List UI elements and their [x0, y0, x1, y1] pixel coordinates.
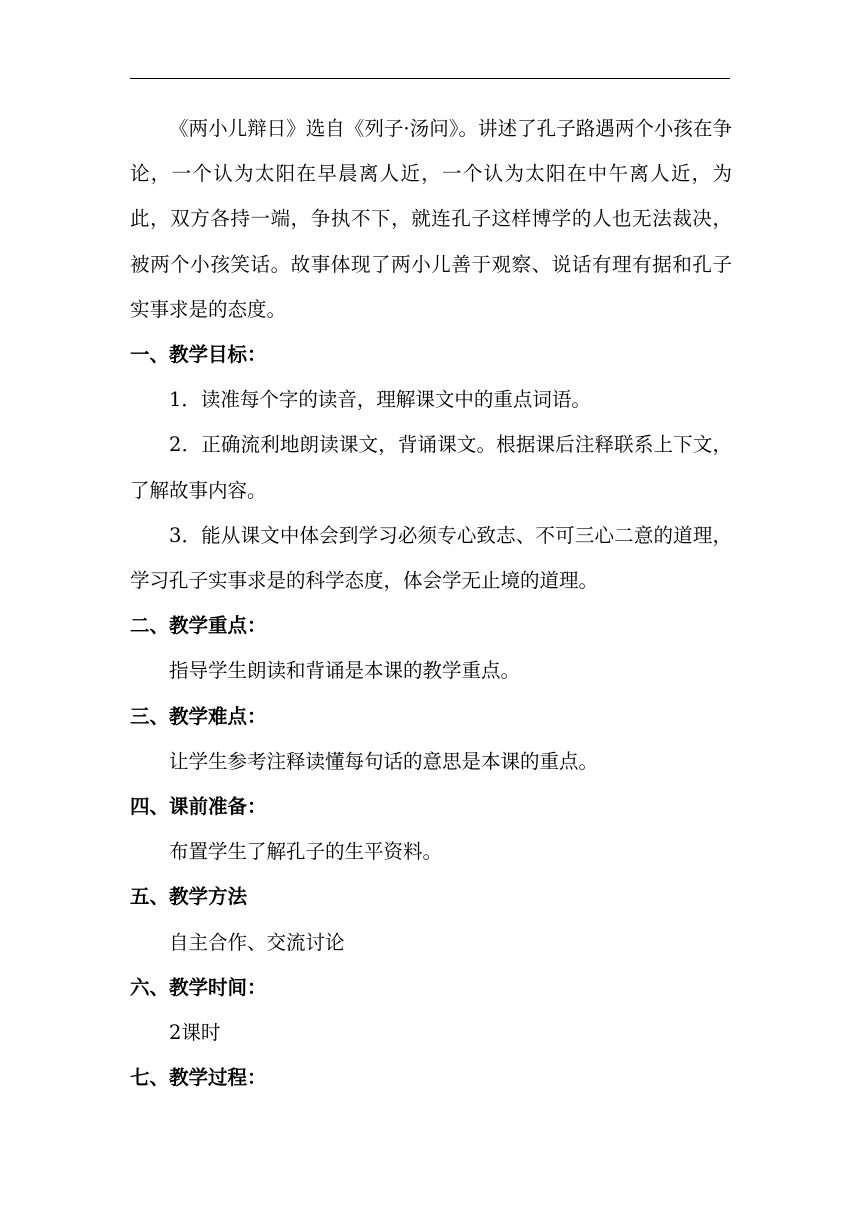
objective-item-2: 2．正确流利地朗读课文，背诵课文。根据课后注释联系上下文，了解故事内容。 [130, 433, 732, 502]
methods-text: 自主合作、交流讨论 [169, 930, 345, 954]
section-heading-methods: 五、教学方法 [130, 885, 248, 909]
section-heading-difficulties: 三、教学难点： [130, 704, 267, 728]
time-text: 2课时 [169, 1021, 221, 1045]
section-heading-process: 七、教学过程： [130, 1066, 267, 1090]
difficulties-text: 让学生参考注释读懂每句话的意思是本课的重点。 [169, 749, 599, 773]
header-rule [130, 78, 730, 79]
preparation-text: 布置学生了解孔子的生平资料。 [169, 840, 443, 864]
section-heading-objectives: 一、教学目标： [130, 343, 267, 367]
objective-item-1: 1．读准每个字的读音，理解课文中的重点词语。 [169, 388, 591, 412]
key-points-text: 指导学生朗读和背诵是本课的教学重点。 [169, 659, 521, 683]
document-body [130, 106, 732, 1100]
intro-paragraph: 《两小儿辩日》选自《列子·汤问》。讲述了孔子路遇两个小孩在争论，一个认为太阳在早晨离人近，一个认为太阳在中午离人近，为此，双方各持一端，争执不下，就连孔子这样博学的人也无法裁决，被两个小孩笑话。故事体现了两小儿善于观察、说话有理有据和孔子实事求是的态度。 [130, 117, 732, 321]
section-heading-preparation: 四、课前准备： [130, 795, 267, 819]
section-heading-key-points: 二、教学重点： [130, 614, 267, 638]
objective-item-3: 3．能从课文中体会到学习必须专心致志、不可三心二意的道理，学习孔子实事求是的科学态度，体会学无止境的道理。 [130, 523, 732, 593]
section-heading-time: 六、教学时间： [130, 975, 267, 999]
